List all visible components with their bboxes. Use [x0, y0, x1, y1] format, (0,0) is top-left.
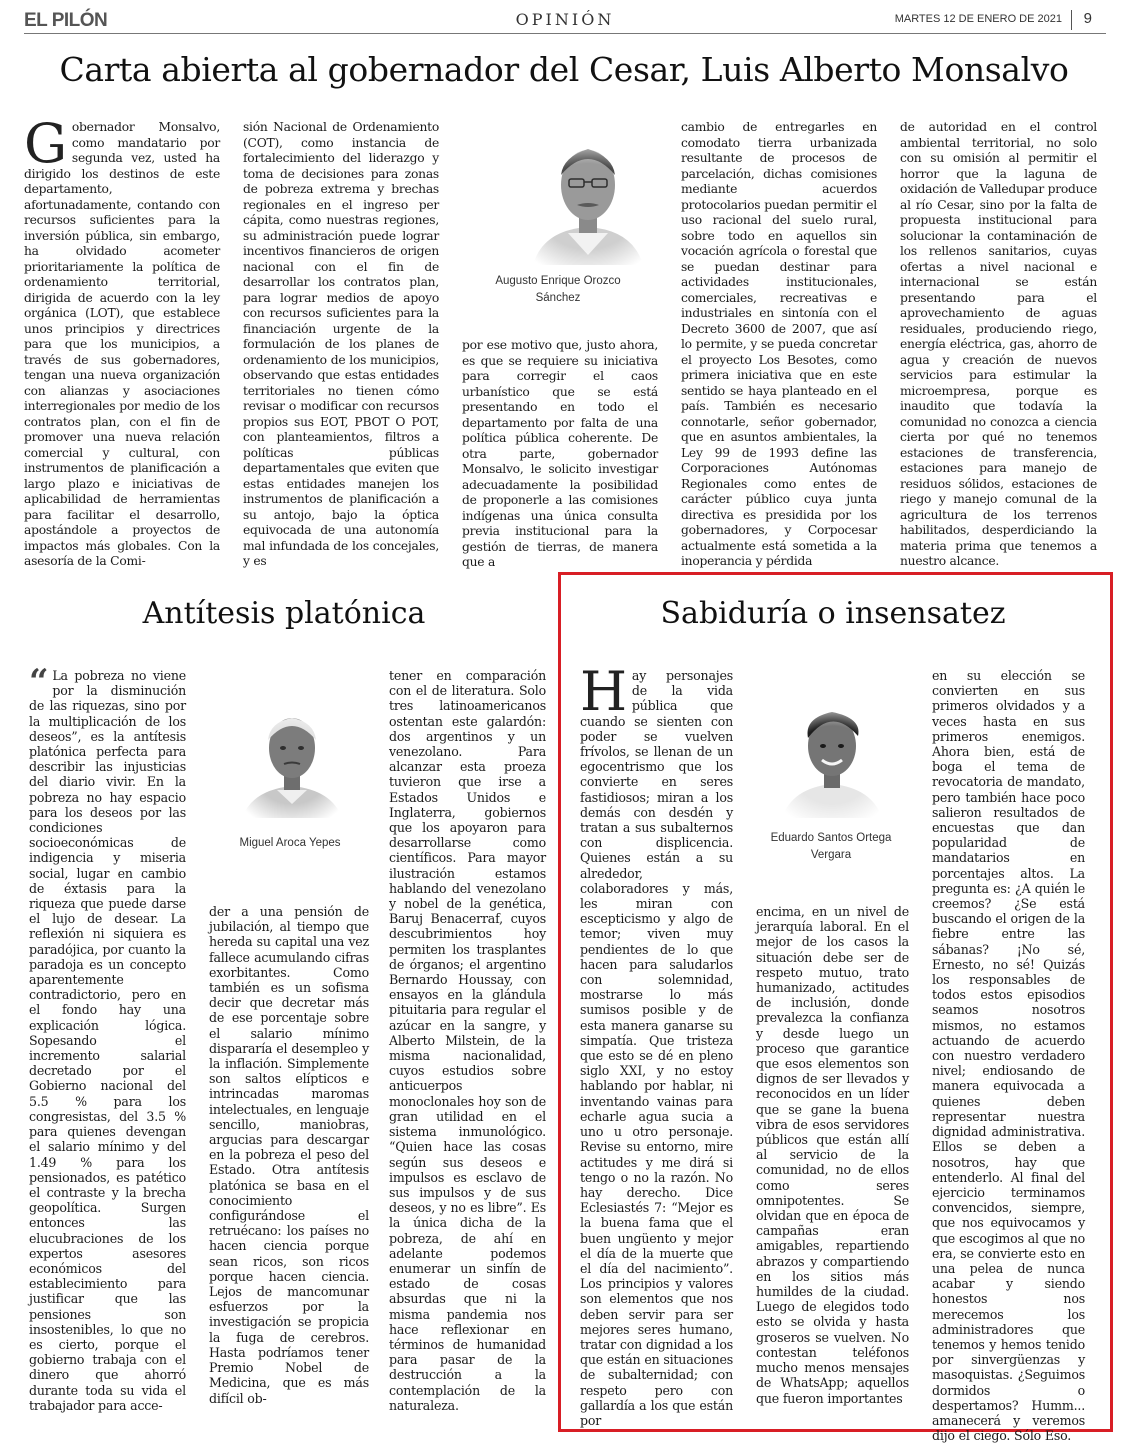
author-photo-aroca: [232, 700, 352, 818]
column-text: encima, en un nivel de jerarquía laboral. En el mejor de los casos la situación debe ser de respeto mutuo, trato humanizado, actitudes de inclusión, donde prevalezca la confianza y desde luego un proceso que garantice que esos elementos son dignos de ser llevados y reconocidos en un líder que se gane la buena vibra de esos servidores públicos que están allí al servicio de la comunidad, no de ellos como seres omnipotentes. Se olvidan que en época de campañas eran amigables, repartiendo abrazos y compartiendo en los sitios más humildes de la ciudad. Luego de elegidos todo esto se olvida y hasta groseros se vuelven. No contestan teléfonos mucho menos mensajes de WhatsApp; aquellos que fueron importantes: [756, 904, 909, 1406]
article-sabiduria-column-2: [756, 904, 909, 1412]
article-antitesis-title: Antítesis platónica: [142, 596, 426, 631]
drop-cap: G: [24, 112, 67, 175]
article-sabiduria-column-1: [580, 660, 733, 1428]
column-text: cambio de entregarles en comodato tierra urbanizada resultante de procesos de parcelación, dichas comisiones mediante acuerdos protocolarios puedan permitir el uso racional del suelo rural, sobre todo en aquellos sin vocación agrícola o forestal que se puedan destinar para actividades institucionales, comerciales, recreativas e industriales en sintonía con el Decreto 3600 de 2007, que así lo permite, y se pueda concretar el proyecto Los Besotes, como primera iniciativa que en este sentido se haya planteado en el país. También es necesario connotarle, señor gobernador, que en asuntos ambientales, la Ley 99 de 1993 define las Corporaciones Autónomas Regionales como entes de carácter público cuya junta directiva es presidida por los gobernadores, y Corpocesar actualmente está sometida a la inoperancia y pérdida: [681, 120, 877, 568]
article-main-column-1: [24, 112, 220, 568]
header-divider: [1071, 10, 1072, 30]
newspaper-logo: EL PILÓN: [24, 10, 108, 31]
author-photo-orozco: [513, 135, 663, 265]
quote-mark-icon: “: [29, 662, 49, 702]
column-text: en su elección se convierten en sus primeros olvidados y a veces hasta en sus primeros enemigos. Ahora bien, está de boga el tema de revocatoria de mandato, pero también hace poco salieron resultados de encuestas que dan popularidad de mandatarios en porcentajes altos. La pregunta es: ¿A quién le creemos? ¿Se está buscando el origen de la fiebre entre las sábanas? ¡No sé, Ernesto, no sé! Quizás los responsables de todos estos episodios seamos nosotros mismos, no estamos actuando de acuerdo con nuestro verdadero nivel; endiosando de manera equivocada a quienes deben representar nuestra dignidad administrativa. Ellos se deben a nosotros, hay que entenderlo. Al final del ejercicio terminamos convencidos, siempre, que nos equivocamos y que escogimos al que no era, se convierte esto en una pelea de nunca acabar y siendo honestos nos merecemos los administradores que tenemos y hemos tenido por sinvergüenzas y masoquistas. ¿Seguimos dormidos o despertamos? Humm... amanecerá y veremos dijo el ciego. Sólo Eso.: [932, 668, 1085, 1444]
column-text: La pobreza no viene por la disminución de las riquezas, sino por la multiplicación de los deseos”, es la antítesis platónica perfecta para describir las injusticias del diario vivir. En la pobreza no hay espacio para los deseos por las condiciones socioeconómicas de indigencia y miseria social, lugar en cambio de éxtasis para la riqueza que puede darse el lujo de desear. La reflexión ni siquiera es paradójica, por cuanto la paradoja es un concepto aparentemente contradictorio, pero en el fondo hay una explicación lógica. Sopesando el incremento salarial decretado por el Gobierno nacional del 5.5 % para los congresistas, del 3.5 % para quienes devengan el salario mínimo y del 1.49 % para los pensionados, es patético el contraste y la brecha geopolítica. Surgen entonces las elucubraciones de los expertos asesores económicos del establecimiento para justificar que las pensiones son insostenibles, lo que no es cierto, porque el gobierno trabaja con el dinero que ahorró durante toda su vida el trabajador para acce-: [29, 668, 186, 1413]
page-number: 9: [1083, 10, 1092, 27]
author-caption-aroca: Miguel Aroca Yepes: [239, 837, 341, 849]
issue-date: MARTES 12 DE ENERO DE 2021: [894, 13, 1062, 25]
article-main-title: Carta abierta al gobernador del Cesar, Luis Alberto Monsalvo: [59, 50, 1069, 89]
column-text: sión Nacional de Ordenamiento (COT), como instancia de fortalecimiento del liderazgo y toma de decisiones para zonas de pobreza extrema y brechas regionales en el ingreso per cápita, como nuestras regiones, su administración puede lograr incentivos financieros de origen nacional con el fin de desarrollar los contratos plan, para lograr medios de apoyo con recursos suficientes para la financiación urgente de la formulación de los planes de ordenamiento de los municipios, observando que estas entidades territoriales no tienen cómo revisar o modificar con recursos propios sus EOT, PBOT O POT, con planteamientos, filtros a políticas públicas departamentales que eviten que estas entidades manejen los instrumentos de planificación a su antojo, bajo la óptica equivocada de una autonomía mal infundada de los concejales, y es: [243, 120, 439, 568]
masthead: [24, 10, 1106, 34]
column-text: de autoridad en el control ambiental territorial, no solo con su omisión al permitir el horror que la laguna de oxidación de Valledupar produce al río Cesar, sino por la falta de propuesta institucional para solucionar la contaminación de los rellenos sanitarios, cuyas ofertas a nivel nacional e internacional se están presentando para el aprovechamiento de aguas residuales, produciendo riego, energía eléctrica, gas, ahorro de agua y creación de nuevos servicios para estimular la microempresa, porque es inaudito que todavía la comunidad no conozca a ciencia cierta por qué no tenemos estaciones de transferencia, estaciones para manejo de residuos sólidos, estaciones de riego y manejo comunal de la agricultura de los terrenos habilitados, desperdiciando la materia prima que tenemos a nuestro alcance.: [900, 120, 1097, 568]
column-text: tener en comparación con el de literatura. Solo tres latinoamericanos ostentan este galardón: dos argentinos y un venezolano. Para alcanzar esta proeza tuvieron que irse a Estados Unidos e Inglaterra, gobiernos que los apoyaron para desarrollarse como científicos. Para mayor ilustración estamos hablando del venezolano y nobel de la genética, Baruj Benacerraf, cuyos descubrimientos hoy permiten los trasplantes de órganos; el argentino Bernardo Houssay, con ensayos en la glándula pituitaria para regular el azúcar en la sangre, y Alberto Milstein, de la misma nacionalidad, cuyos estudios sobre anticuerpos monoclonales hoy son de gran utilidad en el sistema inmunológico. “Quien hace las cosas según sus deseos e impulsos es esclavo de sus impulsos y de sus deseos, y no es libre”. Es la única dicha de la pobreza, de ahí en adelante podemos enumerar un sinfín de estado de cosas absurdas que ni la misma pandemia nos hace reflexionar en términos de humanidad para pasar de la destrucción a la contemplación de la naturaleza.: [389, 668, 546, 1413]
article-sabiduria-title: Sabiduría o insensatez: [660, 596, 1006, 631]
article-main-column-4: [681, 120, 877, 568]
author-photo-ortega: [770, 700, 895, 818]
author-caption-ortega: Eduardo Santos Ortega Vergara: [770, 832, 892, 861]
article-antitesis-column-2: [209, 904, 369, 1412]
drop-cap: H: [580, 660, 627, 723]
article-main-column-2: [243, 120, 439, 568]
column-text: ay personajes de la vida pública que cuando se sienten con poder se vuelven frívolos, se llenan de un egocentrismo que los convierte en seres fastidiosos; miran a los demás con desdén y tratan a sus subalternos con displicencia. Quienes están a su alrededor, colaboradores y más, les miran con escepticismo y algo de temor; viven muy pendientes de lo que hacen para saludarlos con solemnidad, mostrarse lo más sumisos posible y de esta manera ganarse su simpatía. Que tristeza que esto se dé en pleno siglo XXI, y no estoy hablando por hablar, ni inventando vainas para echarle agua sucia a uno u otro personaje. Revise su entorno, mire actitudes y me dirá si tengo o no la razón. No hay derecho. Dice Eclesiastés 7: “Mejor es la buena fama que el buen ungüento y mejor el día de la muerte que el día del nacimiento”. Los principios y valores son elementos que nos deben servir para ser mejores seres humano, tratar con dignidad a los que están en situaciones de subalternidad; con respeto pero con gallardía a los que están por: [580, 668, 733, 1428]
section-name: OPINIÓN: [515, 10, 615, 29]
author-caption-orozco: Augusto Enrique Orozco Sánchez: [495, 275, 621, 304]
article-main-column-3: [462, 338, 658, 569]
column-text: der a una pensión de jubilación, al tiempo que hereda su capital una vez fallece acumulando cifras exorbitantes. Como también es un sofisma decir que decretar más de ese porcentaje sobre el salario mínimo dispararía el desempleo y la inflación. Simplemente son saltos elípticos e intrincadas maromas intelectuales, en lenguaje sencillo, maniobras, argucias para descargar en la pobreza el peso del Estado. Otra antítesis platónica se basa en el conocimiento configurándose el retruécano: los países no hacen ciencia porque sean ricos, son ricos porque hacen ciencia. Lejos de mancomunar esfuerzos por la investigación se propicia la fuga de cerebros. Hasta podríamos tener Premio Nobel de Medicina, que es más difícil ob-: [209, 904, 369, 1406]
column-text: obernador Monsalvo, como mandatario por segunda vez, usted ha dirigido los destinos de este departamento, afortunadamente, contando con recursos suficientes para la inversión pública, sin embargo, ha olvidado acometer prioritariamente la política de ordenamiento territorial, dirigida de acuerdo con la ley orgánica (LOT), que establece unos principios y directrices para que los municipios, a través de sus gobernadores, tengan una nueva organización con alianzas y asociaciones interregionales por medio de los contratos plan, con el fin de promover una nueva relación comercial y cultural, con instrumentos de planificación a largo plazo e iniciativas de aplicabilidad de herramientas para facilitar el desarrollo, apostándole a proyectos de impactos más globales. Con la asesoría de la Comi-: [24, 120, 220, 568]
article-sabiduria-column-3: [932, 668, 1085, 1444]
column-text: por ese motivo que, justo ahora, es que se requiere su iniciativa para corregir el caos urbanístico que se está presentando en todo el departamento por falta de una política pública coherente. De otra parte, gobernador Monsalvo, le solicito investigar adecuadamente la posibilidad de proponerle a las comisiones indígenas una única consulta previa institucional para la gestión de tierras, de manera que a: [462, 338, 658, 569]
article-antitesis-column-3: [389, 668, 546, 1412]
article-antitesis-column-1: [29, 662, 186, 1413]
article-main-column-5: [900, 120, 1097, 568]
